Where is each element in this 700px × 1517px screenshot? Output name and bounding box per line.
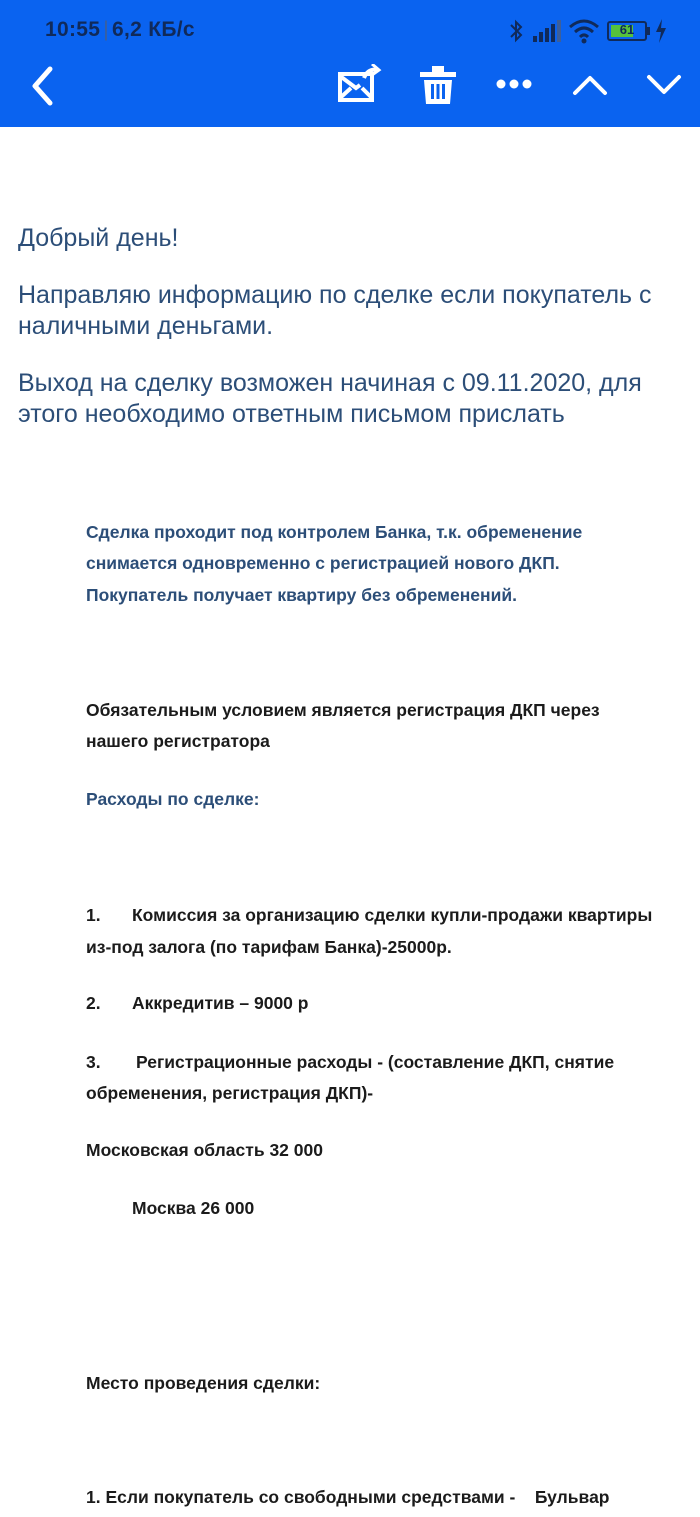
exit-line-2: этого необходимо ответным письмом прислать — [18, 400, 565, 428]
item-3-line-1: Регистрационные расходы - (составление ДКП, снятие — [136, 1052, 615, 1072]
item-2-number: 2. — [86, 993, 101, 1013]
place-item-1: 1. Если покупатель со свободными средствами - Бульвар — [86, 1487, 610, 1507]
item-1-number: 1. — [86, 905, 101, 925]
bank-control-line-3: Покупатель получает квартиру без обременений. — [86, 585, 517, 605]
item-3-line-2: обременения, регистрация ДКП)- — [86, 1083, 374, 1103]
trash-icon[interactable] — [420, 66, 456, 104]
exit-line-1: Выход на сделку возможен начиная с 09.11.2020, для — [18, 369, 642, 397]
item-2-text: Аккредитив – 9000 р — [132, 993, 309, 1013]
item-1-line-1: Комиссия за организацию сделки купли-продажи квартиры — [132, 905, 653, 925]
status-separator: | — [103, 18, 109, 41]
mail-reply-icon[interactable] — [338, 64, 382, 104]
app-header — [0, 0, 700, 127]
intro-paragraph: Направляю информацию по сделке если покупатель с наличными деньгами. — [18, 281, 652, 340]
item-3-number: 3. — [86, 1052, 101, 1072]
mandatory-line-1: Обязательным условием является регистрация ДКП через — [86, 700, 600, 720]
expenses-heading: Расходы по сделке: — [86, 789, 260, 809]
status-network-speed: 6,2 КБ/с — [111, 18, 195, 41]
battery-icon — [607, 21, 647, 41]
chevron-up-icon[interactable] — [572, 74, 608, 96]
bluetooth-icon — [508, 18, 524, 44]
mandatory-line-2: нашего регистратора — [86, 731, 270, 751]
battery-tip — [647, 27, 650, 35]
wifi-icon — [568, 18, 600, 44]
status-time: 10:55 — [45, 18, 101, 41]
signal-icon — [533, 20, 561, 42]
chevron-left-icon[interactable] — [30, 66, 56, 106]
charging-icon — [655, 19, 667, 43]
more-icon[interactable] — [496, 78, 532, 90]
greeting: Добрый день! — [18, 224, 179, 252]
moscow-cost: Москва 26 000 — [132, 1198, 255, 1218]
bank-control-line-2: снимается одновременно с регистрацией нового ДКП. — [86, 553, 560, 573]
place-heading: Место проведения сделки: — [86, 1373, 321, 1393]
chevron-down-icon[interactable] — [646, 74, 682, 96]
bank-control-line-1: Сделка проходит под контролем Банка, т.к. обременение — [86, 522, 583, 542]
battery-level: 61 — [619, 22, 635, 37]
status-bar — [45, 18, 195, 42]
moscow-region-cost: Московская область 32 000 — [86, 1140, 323, 1160]
item-1-line-2: из-под залога (по тарифам Банка)-25000р. — [86, 937, 452, 957]
